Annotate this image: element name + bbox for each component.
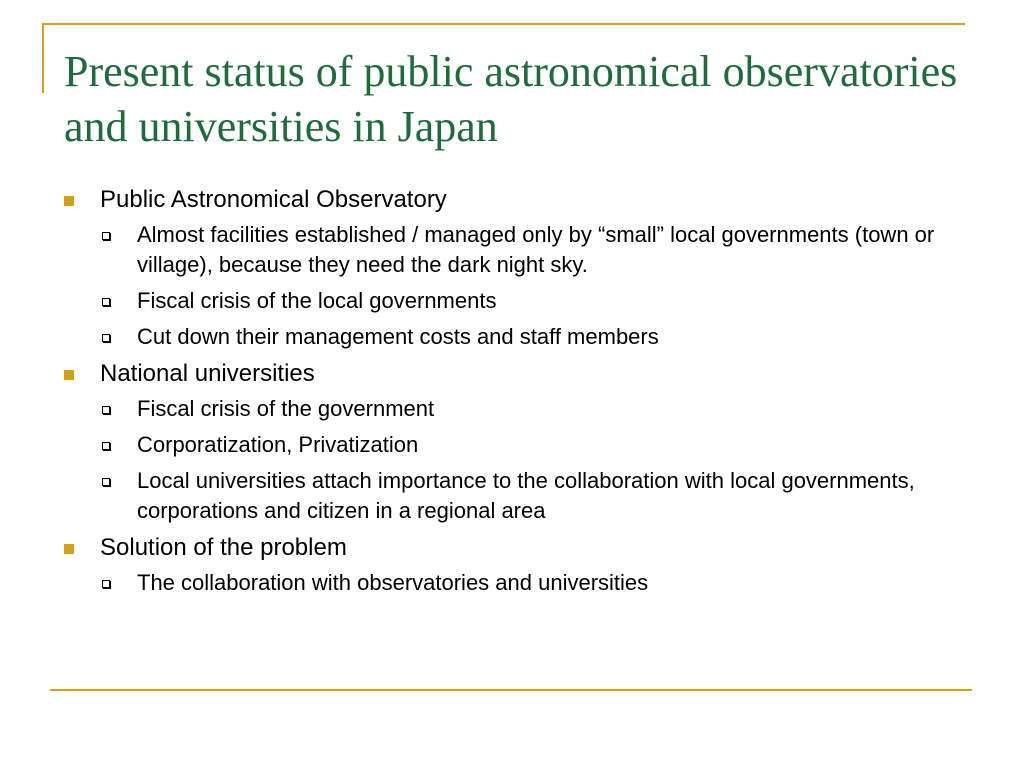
hollow-square-bullet-icon: [102, 580, 110, 588]
sub-bullet: [60, 430, 970, 460]
hollow-square-bullet-icon: [102, 232, 110, 240]
bullet-text: National universities: [100, 360, 315, 387]
sub-bullet: [60, 394, 970, 424]
sub-bullet-text: The collaboration with observatories and universities: [137, 570, 649, 595]
bottom-rule: [50, 689, 972, 691]
square-bullet-icon: [64, 196, 74, 206]
sub-bullet: [60, 568, 970, 598]
hollow-square-bullet-icon: [102, 478, 110, 486]
square-bullet-icon: [64, 370, 74, 380]
sub-bullet: [60, 220, 970, 280]
bullet-text: Solution of the problem: [100, 534, 347, 561]
bullet-text: Public Astronomical Observatory: [100, 186, 447, 213]
sub-bullet-text: Cut down their management costs and staff members: [137, 324, 659, 349]
sub-bullet-text: Local universities attach importance to the collaboration with local governments, corporations and citizen in a regional area: [137, 468, 915, 523]
sub-bullet-text: Fiscal crisis of the government: [137, 396, 435, 421]
sub-bullet-text: Almost facilities established / managed only by “small” local governments (town or village), because they need the dark night sky.: [137, 222, 935, 277]
bullet-solution: [60, 532, 970, 564]
hollow-square-bullet-icon: [102, 334, 110, 342]
hollow-square-bullet-icon: [102, 298, 110, 306]
slide-title: Present status of public astronomical observatories and universities in Japan: [64, 47, 958, 151]
bullet-public-observatory: [60, 184, 970, 216]
bullet-national-universities: [60, 358, 970, 390]
left-rule: [42, 23, 44, 93]
sub-bullet-text: Corporatization, Privatization: [137, 432, 419, 457]
sub-bullet: [60, 322, 970, 352]
slide-body: [60, 184, 970, 604]
sub-bullet: [60, 286, 970, 316]
sub-bullet-text: Fiscal crisis of the local governments: [137, 288, 497, 313]
square-bullet-icon: [64, 544, 74, 554]
hollow-square-bullet-icon: [102, 406, 110, 414]
sub-bullet: [60, 466, 970, 526]
hollow-square-bullet-icon: [102, 442, 110, 450]
top-rule: [42, 23, 965, 25]
